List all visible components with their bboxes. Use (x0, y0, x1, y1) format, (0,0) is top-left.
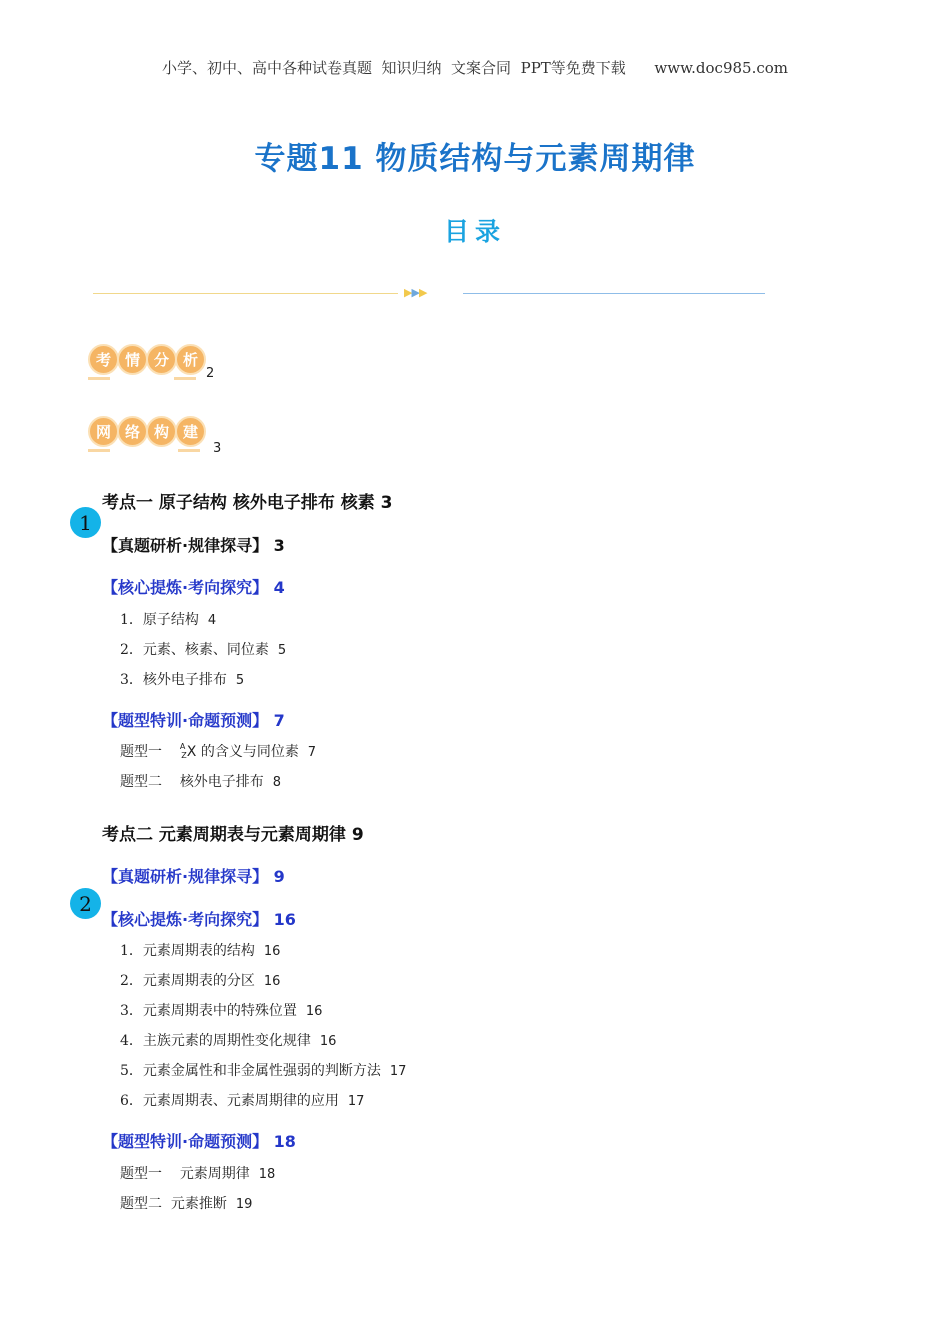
toc-item[interactable]: 题型一 $^A$ZX 的含义与同位素 7 (120, 742, 317, 760)
toc-item[interactable]: 3．核外电子排布 5 (120, 672, 245, 688)
toc-page-number: 3 (213, 441, 222, 456)
toc-heading: 目录 (443, 217, 506, 246)
toc-item[interactable]: 1．原子结构 4 (120, 612, 217, 628)
badge-char: 络 (117, 416, 148, 447)
entry-label: 【题型特训·命题预测】 (102, 711, 269, 730)
toc-item[interactable]: 6．元素周期表、元素周期律的应用 17 (120, 1093, 365, 1109)
toc-entry-wangluo[interactable] (88, 416, 204, 452)
entry-page: 4 (273, 578, 285, 597)
badge-char: 构 (146, 416, 177, 447)
section-heading-kaodian-1[interactable]: 考点一 原子结构 核外电子排布 核素 3 (102, 493, 393, 513)
entry-label: 【题型特训·命题预测】 (102, 1132, 269, 1151)
badge-char: 分 (146, 344, 177, 375)
toc-entry-tixing-1[interactable] (102, 708, 285, 731)
badge-kaoqing (88, 344, 204, 375)
entry-page: 3 (273, 536, 285, 555)
toc-item[interactable]: 3．元素周期表中的特殊位置 16 (120, 1003, 323, 1019)
site-url[interactable]: www.doc985.com (654, 59, 788, 77)
toc-entry-kaoqing[interactable] (88, 344, 204, 380)
toc-entry-hexin-2[interactable] (102, 907, 296, 930)
toc-item[interactable]: 题型一 元素周期律 18 (120, 1166, 276, 1182)
toc-entry-hexin-1[interactable] (102, 575, 285, 598)
toc-item[interactable]: 5．元素金属性和非金属性强弱的判断方法 17 (120, 1063, 407, 1079)
toc-entry-tixing-2[interactable] (102, 1129, 296, 1152)
site-header (0, 57, 950, 78)
entry-page: 18 (273, 1132, 296, 1151)
entry-page: 9 (273, 867, 285, 886)
divider-arrows-icon: ▶▶▶ (404, 286, 427, 299)
badge-char: 情 (117, 344, 148, 375)
document-title: 专题11 物质结构与元素周期律 (254, 141, 696, 177)
entry-label: 【核心提炼·考向探究】 (102, 910, 269, 929)
toc-item[interactable]: 2．元素周期表的分区 16 (120, 973, 281, 989)
entry-label: 【真题研析·规律探寻】 (102, 536, 269, 555)
toc-item[interactable]: 题型二 元素推断 19 (120, 1196, 253, 1212)
toc-entry-zhenti-1[interactable] (102, 533, 285, 556)
entry-label: 【核心提炼·考向探究】 (102, 578, 269, 597)
entry-page: 7 (273, 711, 285, 730)
badge-wangluo (88, 416, 204, 447)
badge-underline (88, 377, 196, 380)
badge-char: 网 (88, 416, 119, 447)
entry-label: 【真题研析·规律探寻】 (102, 867, 269, 886)
badge-char: 建 (175, 416, 206, 447)
site-header-text: 小学、初中、高中各种试卷真题 知识归纳 文案合同 PPT等免费下载 (161, 59, 626, 77)
badge-underline (88, 449, 200, 452)
divider-left (93, 293, 398, 294)
badge-char: 析 (175, 344, 206, 375)
badge-char: 考 (88, 344, 119, 375)
section-heading-kaodian-2[interactable]: 考点二 元素周期表与元素周期律 9 (102, 825, 364, 845)
divider-right (463, 293, 765, 294)
section-number-1: 1 (70, 507, 101, 538)
toc-item[interactable]: 1．元素周期表的结构 16 (120, 943, 281, 959)
toc-item[interactable]: 4．主族元素的周期性变化规律 16 (120, 1033, 337, 1049)
toc-item[interactable]: 2．元素、核素、同位素 5 (120, 642, 287, 658)
toc-entry-zhenti-2[interactable] (102, 864, 285, 887)
entry-page: 16 (273, 910, 296, 929)
section-number-2: 2 (70, 888, 101, 919)
toc-item[interactable]: 题型二 核外电子排布 8 (120, 774, 281, 790)
toc-page-number: 2 (206, 366, 215, 381)
